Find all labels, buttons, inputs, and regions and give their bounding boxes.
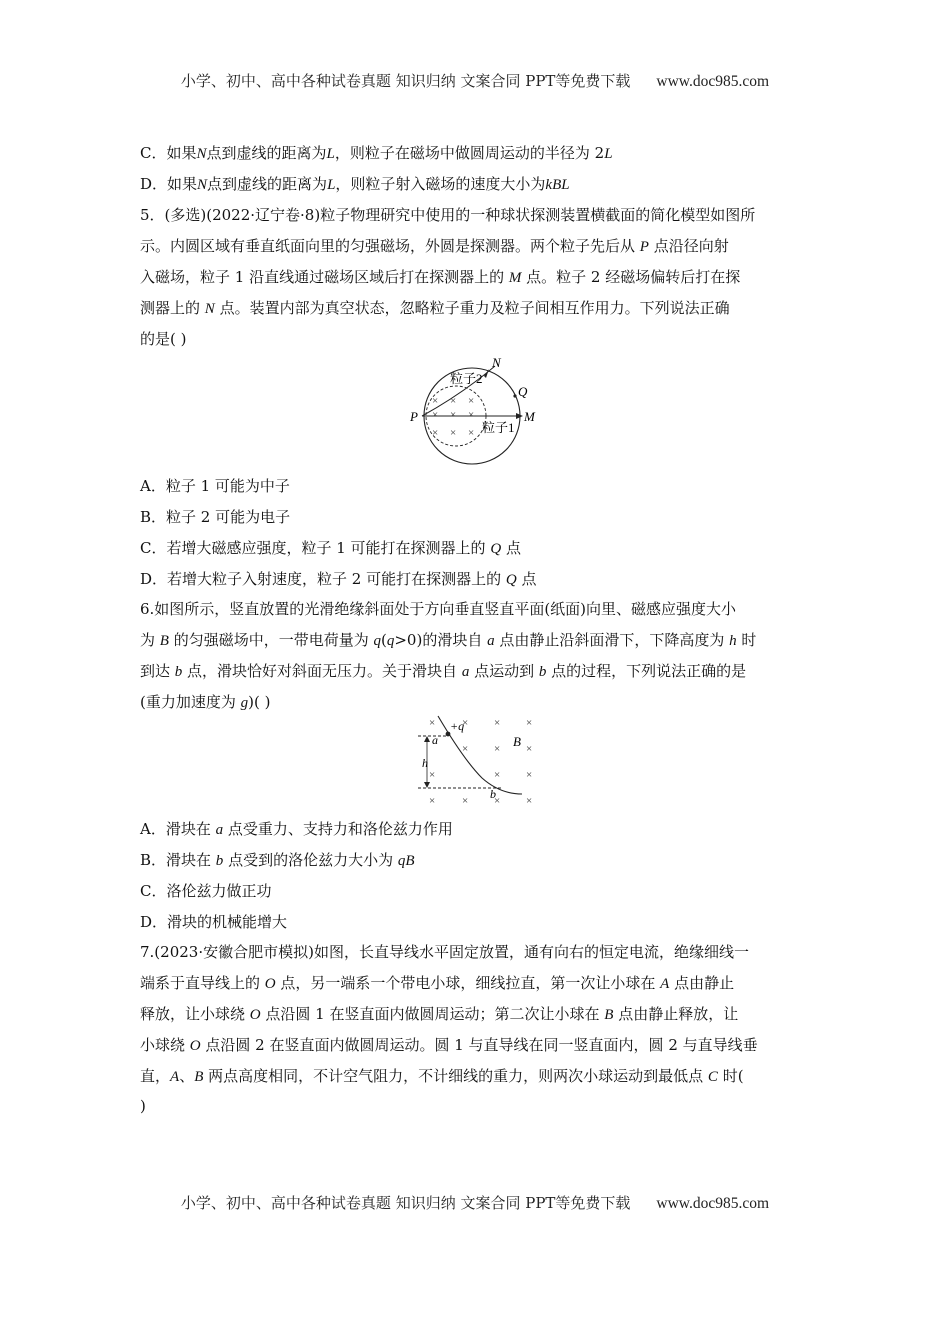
field-cross: × — [494, 743, 501, 755]
q5-stem-line: 测器上的 N 点。装置内部为真空状态，忽略粒子重力及粒子间相互作用力。下列说法正确 — [140, 299, 730, 317]
q5-stem-line: 示。内圆区域有垂直纸面向里的匀强磁场，外圆是探测器。两个粒子先后从 P 点沿径向射 — [140, 237, 729, 255]
field-cross: × — [526, 769, 533, 781]
field-cross: × — [429, 717, 436, 729]
q6-option-c: C．洛伦兹力做正功 — [140, 882, 272, 900]
q7-stem-line: ) — [140, 1097, 146, 1115]
q5-detector-figure — [400, 354, 550, 470]
q5-stem-line: 5．(多选)(2022·辽宁卷·8)粒子物理研究中使用的一种球状探测装置横截面的简化模型如图所 — [140, 206, 756, 224]
q6-stem-line: (重力加速度为 g)( ) — [140, 693, 271, 711]
field-cross: × — [429, 769, 436, 781]
field-cross: × — [468, 427, 475, 439]
q6-stem-line: 为 B 的匀强磁场中，一带电荷量为 q(q>0)的滑块自 a 点由静止沿斜面滑下，下降高度为 h 时 — [140, 631, 757, 649]
label-q: +q — [450, 719, 465, 733]
q5-option-a: A．粒子 1 可能为中子 — [140, 477, 290, 495]
label-particle1: 粒子1 — [482, 420, 515, 435]
page-header — [0, 70, 950, 91]
q-point — [513, 394, 516, 397]
field-cross: × — [462, 717, 469, 729]
footer-text: 小学、初中、高中各种试卷真题 知识归纳 文案合同 PPT等免费下载 — [180, 1194, 631, 1212]
header-text: 小学、初中、高中各种试卷真题 知识归纳 文案合同 PPT等免费下载 — [180, 72, 631, 90]
label-p: P — [410, 409, 418, 424]
label-q: Q — [518, 384, 528, 399]
field-cross: × — [526, 795, 533, 807]
q6-stem-line: 6.如图所示，竖直放置的光滑绝缘斜面处于方向垂直竖直平面(纸面)向里、磁感应强度大小 — [140, 600, 737, 618]
page-footer — [0, 1192, 950, 1213]
field-cross: × — [429, 795, 436, 807]
field-cross: × — [450, 427, 457, 439]
q5-option-b: B．粒子 2 可能为电子 — [140, 508, 291, 526]
label-n: N — [492, 355, 501, 370]
footer-url: www.doc985.com — [656, 1195, 770, 1212]
field-cross: × — [432, 409, 439, 421]
label-h: h — [422, 756, 428, 770]
field-cross: × — [494, 717, 501, 729]
q6-slope-figure — [412, 712, 552, 808]
q4-option-d: D．如果N点到虚线的距离为L，则粒子射入磁场的速度大小为kBL — [140, 175, 570, 193]
q5-stem-line: 入磁场，粒子 1 沿直线通过磁场区域后打在探测器上的 M 点。粒子 2 经磁场偏转后打在探 — [140, 268, 741, 286]
q5-option-c: C．若增大磁感应强度，粒子 1 可能打在探测器上的 Q 点 — [140, 539, 521, 557]
label-b: b — [490, 787, 496, 801]
q7-stem-line: 小球绕 O 点沿圆 2 在竖直面内做圆周运动。圆 1 与直导线在同一竖直面内，圆 2 与直导线垂 — [140, 1036, 758, 1054]
q6-option-a: A．滑块在 a 点受重力、支持力和洛伦兹力作用 — [140, 820, 453, 838]
q7-stem-line: 释放，让小球绕 O 点沿圆 1 在竖直面内做圆周运动；第二次让小球在 B 点由静止释放，让 — [140, 1005, 739, 1023]
field-cross: × — [450, 395, 457, 407]
field-cross: × — [526, 743, 533, 755]
q6-option-d: D．滑块的机械能增大 — [140, 913, 288, 931]
field-cross: × — [468, 409, 475, 421]
label-m: M — [524, 409, 535, 424]
header-url: www.doc985.com — [656, 73, 770, 90]
label-particle2: 粒子2 — [450, 371, 483, 386]
field-cross: × — [462, 795, 469, 807]
field-cross: × — [494, 769, 501, 781]
q5-option-d: D．若增大粒子入射速度，粒子 2 可能打在探测器上的 Q 点 — [140, 570, 537, 588]
field-cross: × — [432, 427, 439, 439]
q4-option-c: C．如果N点到虚线的距离为L，则粒子在磁场中做圆周运动的半径为 2L — [140, 144, 613, 162]
field-cross: × — [432, 395, 439, 407]
label-a: a — [432, 733, 438, 747]
label-b-field: B — [513, 734, 521, 749]
q5-stem-line: 的是( ) — [140, 330, 187, 348]
q6-stem-line: 到达 b 点，滑块恰好对斜面无压力。关于滑块自 a 点运动到 b 点的过程，下列说法正确的是 — [140, 662, 747, 680]
q7-stem-line: 7.(2023·安徽合肥市模拟)如图，长直导线水平固定放置，通有向右的恒定电流，绝缘细线一 — [140, 943, 749, 961]
q7-stem-line: 端系于直导线上的 O 点，另一端系一个带电小球，细线拉直，第一次让小球在 A 点由静止 — [140, 974, 735, 992]
q6-option-b: B．滑块在 b 点受到的洛伦兹力大小为 qB — [140, 851, 415, 869]
q7-stem-line: 直，A、B 两点高度相同，不计空气阻力，不计细线的重力，则两次小球运动到最低点 C 时( — [140, 1067, 744, 1085]
field-cross: × — [526, 717, 533, 729]
field-cross: × — [450, 409, 457, 421]
field-cross: × — [462, 743, 469, 755]
field-cross: × — [494, 795, 501, 807]
field-cross: × — [468, 395, 475, 407]
